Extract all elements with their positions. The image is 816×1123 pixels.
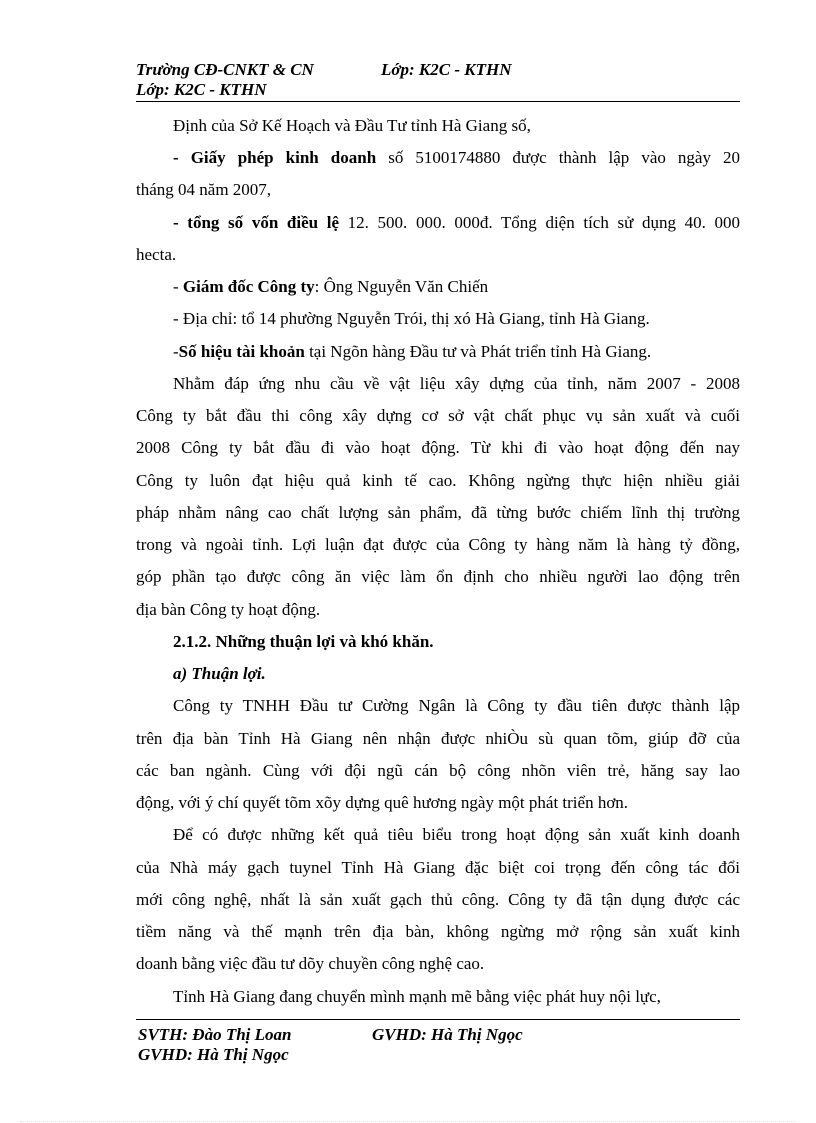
header-rule [136,101,740,102]
page-bottom-edge [20,1121,796,1122]
paragraph-1-line: 2008 Công ty bắt đầu đi vào hoạt động. Từ khi đi vào hoạt động đến nay [136,438,740,457]
business-license-line [136,148,740,168]
capital-label: - tổng số vốn điều lệ [173,213,340,232]
director-line [136,277,740,297]
paragraph-1-line: trong và ngoài tỉnh. Lợi luận đạt được của Công ty hàng năm là hàng tỷ đồng, [136,535,740,554]
body-line-3: tháng 04 năm 2007, [136,180,272,199]
address-line: - Địa chỉ: tổ 14 phường Nguyễn Trói, thị xó Hà Giang, tỉnh Hà Giang. [173,309,650,328]
capital-line [136,213,740,233]
body-line-5: hecta. [136,245,177,264]
business-license-text: số 5100174880 được thành lập vào ngày 20 [376,148,741,167]
paragraph-3-line: của Nhà máy gạch tuynel Tỉnh Hà Giang đặc biệt coi trọng đến công tác đổi [136,858,740,877]
subsection-heading: a) Thuận lợi. [173,664,266,683]
paragraph-2-line: Công ty TNHH Đầu tư Cường Ngân là Công ty đầu tiên được thành lập [173,696,740,715]
director-dash: - [173,277,183,296]
director-label: Giám đốc Công ty [182,277,315,296]
footer-student: SVTH: Đào Thị Loan [138,1025,292,1044]
paragraph-1-line: Công ty luôn đạt hiệu quả kinh tế cao. Không ngừng thực hiện nhiều giải [136,471,740,490]
business-license-label: - Giấy phép kinh doanh [173,148,377,167]
header-class: Lớp: K2C - KTHN [381,60,512,79]
body-line-1: Định của Sở Kế Hoạch và Đầu Tư tỉnh Hà Giang số, [173,116,531,135]
paragraph-1-line: góp phần tạo được công ăn việc làm ổn định cho nhiều người lao động trên [136,567,740,586]
paragraph-2-line: trên địa bàn Tỉnh Hà Giang nên nhận được nhiÒu sù quan tõm, giúp đỡ của [136,729,740,748]
paragraph-2-line: động, với ý chí quyết tõm xõy dựng quê hương ngày một phát triển hơn. [136,793,629,812]
paragraph-3-line: Để có được những kết quả tiêu biểu trong hoạt động sản xuất kinh doanh [173,825,740,844]
paragraph-4-line: Tỉnh Hà Giang đang chuyển mình mạnh mẽ bằng việc phát huy nội lực, [173,987,661,1006]
paragraph-1-line: Công ty bắt đầu thi công xây dựng cơ sở vật chất phục vụ sản xuất và cuối [136,406,740,425]
paragraph-1-line: Nhằm đáp ứng nhu cầu về vật liệu xây dựng của tỉnh, năm 2007 - 2008 [173,374,740,393]
header-school: Trường CĐ-CNKT & CN [136,60,314,79]
director-text: : Ông Nguyễn Văn Chiến [314,277,489,296]
paragraph-1-line: địa bàn Công ty hoạt động. [136,600,321,619]
paragraph-3-line: doanh bằng việc đầu tư dõy chuyền công nghệ cao. [136,954,485,973]
section-heading: 2.1.2. Những thuận lợi và khó khăn. [173,632,434,651]
paragraph-2-line: các ban ngành. Cùng với đội ngũ cán bộ công nhõn viên trẻ, hăng say lao [136,761,740,780]
account-label: Số hiệu tài khoản [178,342,305,361]
account-dash: - [173,342,179,361]
paragraph-1-line: pháp nhằm nâng cao chất lượng sản phẩm, đã từng bước chiếm lĩnh thị trường [136,503,740,522]
capital-text: 12. 500. 000. 000đ. Tổng diện tích sử dụng 40. 000 [339,213,741,232]
footer-rule [136,1019,740,1020]
footer-advisor-repeat: GVHD: Hà Thị Ngọc [138,1045,289,1064]
footer-advisor: GVHD: Hà Thị Ngọc [372,1025,523,1044]
paragraph-3-line: tiềm năng và thế mạnh trên địa bàn, không ngừng mở rộng sản xuất kinh [136,922,740,941]
account-text: tại Ngõn hàng Đầu tư và Phát triển tỉnh Hà Giang. [304,342,652,361]
paragraph-3-line: mới công nghệ, nhất là sản xuất gạch thủ công. Công ty đã tận dụng được các [136,890,740,909]
header-class-repeat: Lớp: K2C - KTHN [136,80,267,99]
account-line [136,342,740,362]
